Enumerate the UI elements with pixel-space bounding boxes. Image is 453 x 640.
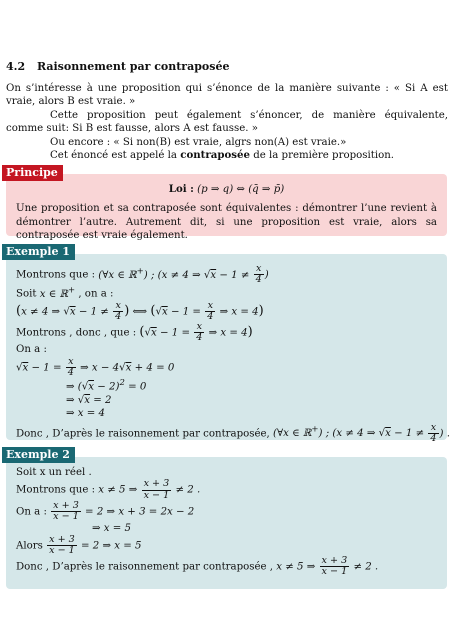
exemple2-box [6, 457, 447, 589]
loi-line [16, 183, 437, 196]
intro-text [6, 82, 448, 163]
section-title [6, 60, 229, 75]
exemple1-tag: Exemple 1 [2, 244, 75, 260]
loi-formula: (p ⇒ q) ⇔ (q̄ ⇒ p̄) [197, 184, 285, 195]
ex1-step3: ⇒ √x = 2 [66, 394, 112, 406]
loi-label: Loi : [168, 183, 194, 195]
ex1-line4: Montrons , donc , que : (√x − 1 = $\frac{x}{4}$ ⇒ x = 4) [16, 321, 253, 344]
section-title-text: Raisonnement par contraposée [36, 60, 230, 73]
ex1-conclusion: Donc , D’après le raisonnement par contraposée, (∀x ∈ ℝ+) ; (x ≠ 4 ⇒ √x − 1 ≠ $\frac{x}{4}$ ) . [16, 421, 450, 444]
ex1-on-a: On a : [16, 344, 47, 356]
ex2-on-a-line: On a : $\frac{x + 3}{x - 1}$ = 2 ⇒ x + 3 = 2x − 2 [16, 499, 195, 522]
ex2-montrons: Montrons que : x ≠ 5 ⇒ $\frac{x + 3}{x - 1}$ ≠ 2 . [16, 478, 201, 501]
ex2-soit: Soit x un réel . [16, 467, 92, 478]
ex1-step2: ⇒ $(√x - 2)^2 = 0$ [66, 377, 147, 393]
ex2-conclusion: Donc , D’après le raisonnement par contraposée , x ≠ 5 ⇒ $\frac{x + 3}{x - 1}$ ≠ 2 . [16, 555, 379, 578]
ex2-alors: Alors $\frac{x + 3}{x - 1}$ = 2 ⇒ x = 5 [16, 534, 142, 557]
intro-p1: On s’intéresse à une proposition qui s’énonce de la manière suivante : « Si A est vraie, alors B est vraie. » [6, 83, 448, 108]
section-number: 4.2 [6, 60, 26, 73]
exemple2-tag: Exemple 2 [2, 447, 75, 463]
exemple1-box [6, 254, 450, 444]
principe-box [6, 174, 447, 242]
ex2-step: ⇒ x = 5 [92, 522, 132, 534]
intro-p2: Cette proposition peut également s’énoncer, de manière équivalente, comme suit: Si B est fausse, alors A est fausse. » [6, 109, 448, 135]
ex1-line1: Montrons que : (∀x ∈ ℝ+) ; (x ≠ 4 ⇒ √x − 1 ≠ $\frac{x}{4}$ ) [16, 263, 269, 286]
ex1-step4: ⇒ x = 4 [66, 408, 106, 420]
intro-p4: Cet énoncé est appelé la contraposée de la première proposition. [50, 149, 395, 162]
ex1-line3: (x ≠ 4 ⇒ √x − 1 ≠ $\frac{x}{4}$ ) ⟺ (√x − 1 = $\frac{x}{4}$ ⇒ x = 4) [16, 299, 264, 323]
principe-tag: Principe [2, 165, 63, 181]
principe-text: Une proposition et sa contraposée sont équivalentes : démontrer l’une revient à démontrer l’autre. Autrement dit, si une proposition est vraie, alors sa contraposée est vraie également. [16, 203, 437, 242]
ex1-step1: √x − 1 = $\frac{x}{4}$ ⇒ x − 4√x + 4 = 0 [16, 355, 175, 378]
intro-p3: Ou encore : « Si non(B) est vraie, algrs non(A) est vraie.» [50, 136, 347, 148]
ex1-line2: Soit x ∈ ℝ+ , on a : [16, 285, 114, 300]
